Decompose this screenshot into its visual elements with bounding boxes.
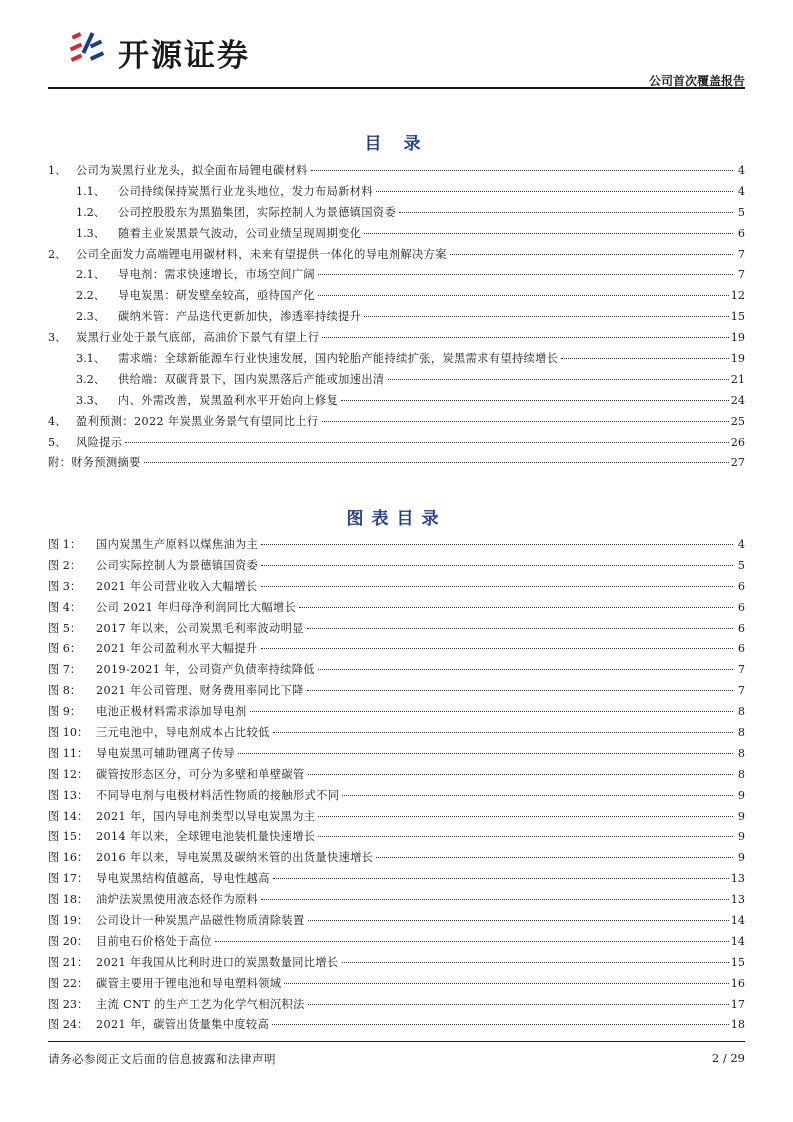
toc-entry-label: 附：财务预测摘要 — [48, 456, 141, 470]
dot-leader — [311, 170, 733, 171]
figure-entry-number: 图 9： — [48, 705, 82, 719]
toc-entry-number: 3.1、 — [76, 352, 105, 366]
figure-entry-number: 图 14： — [48, 809, 89, 823]
figure-entry-page: 4 — [737, 538, 745, 551]
figure-entry-page: 13 — [730, 872, 745, 886]
toc-entry[interactable] — [48, 265, 745, 286]
toc-entry-number: 5、 — [48, 435, 67, 449]
dot-leader — [307, 628, 733, 629]
dot-leader — [364, 316, 728, 317]
figure-entry-label: 2017 年以来，公司炭黑毛利率波动明显 — [96, 621, 304, 635]
dot-leader — [273, 732, 733, 733]
figure-entry[interactable] — [48, 619, 745, 640]
figure-entry-number: 图 3： — [48, 579, 82, 593]
figure-entry-label: 三元电池中，导电剂成本占比较低 — [96, 726, 270, 740]
dot-leader — [238, 753, 733, 754]
dot-leader — [318, 669, 733, 670]
figure-entry[interactable] — [48, 869, 745, 890]
dot-leader — [450, 254, 733, 255]
figure-entry-number: 图 7： — [48, 663, 82, 677]
figure-entry-page: 6 — [737, 579, 745, 593]
figure-entry-page: 6 — [737, 642, 745, 656]
figure-entry[interactable] — [48, 577, 745, 598]
figure-entry[interactable] — [48, 848, 745, 869]
dot-leader — [318, 836, 733, 837]
figure-entry[interactable] — [48, 1015, 745, 1036]
dot-leader — [342, 962, 729, 963]
toc-entry-page: 6 — [737, 226, 745, 240]
toc-entry-label: 公司持续保持炭黑行业龙头地位，发力布局新材料 — [118, 184, 373, 198]
figure-entry[interactable] — [48, 723, 745, 744]
toc-entry-label: 供给端：双碳背景下，国内炭黑落后产能或加速出清 — [118, 372, 385, 386]
toc-entry-label: 公司全面发力高端锂电用碳材料，未来有望提供一体化的导电剂解决方案 — [76, 247, 447, 261]
toc-entry-number: 4、 — [48, 414, 67, 428]
figure-entry-page: 7 — [737, 684, 745, 698]
figure-entry-number: 图 13： — [48, 788, 89, 802]
toc-entry-number: 1.2、 — [76, 205, 105, 219]
dot-leader — [215, 941, 729, 942]
figure-entry-page: 8 — [737, 746, 745, 760]
figure-entry-number: 图 19： — [48, 914, 89, 928]
figure-entry-number: 图 16： — [48, 851, 89, 865]
toc-entry-page: 25 — [730, 414, 745, 428]
dot-leader — [318, 274, 733, 275]
figure-entry-label: 2021 年，国内导电剂类型以导电炭黑为主 — [96, 809, 316, 823]
footer-disclaimer: 请务必参阅正文后面的信息披露和法律声明 — [48, 1052, 276, 1066]
figure-entry-label: 2021 年，碳管出货量集中度较高 — [96, 1018, 270, 1032]
figure-entry[interactable] — [48, 953, 745, 974]
dot-leader — [561, 358, 728, 359]
dot-leader — [364, 233, 733, 234]
figure-entry-label: 主流 CNT 的生产工艺为化学气相沉积法 — [96, 997, 305, 1011]
figure-entry[interactable] — [48, 598, 745, 619]
figure-entry-number: 图 22： — [48, 976, 89, 990]
dot-leader — [308, 920, 729, 921]
figure-entry[interactable] — [48, 702, 745, 723]
figure-entry[interactable] — [48, 744, 745, 765]
dot-leader — [308, 774, 733, 775]
figure-entry-page: 9 — [737, 830, 745, 844]
toc-entry-number: 2.3、 — [76, 310, 105, 324]
figure-entry-label: 国内炭黑生产原料以煤焦油为主 — [96, 538, 259, 551]
toc-entry-label: 导电炭黑：研发壁垒较高，亟待国产化 — [118, 289, 315, 303]
dot-leader — [307, 690, 733, 691]
dot-leader — [261, 899, 729, 900]
toc-entry[interactable] — [48, 412, 745, 433]
figure-entry-number: 图 24： — [48, 1018, 89, 1032]
figure-entry-page: 13 — [730, 893, 745, 907]
toc-entry-label: 炭黑行业处于景气底部，高油价下景气有望上行 — [76, 331, 320, 345]
toc-entry-label: 导电剂：需求快速增长，市场空间广阔 — [118, 268, 315, 282]
toc-entry[interactable] — [48, 453, 745, 474]
toc-entry-number: 3.2、 — [76, 372, 105, 386]
figure-entry-label: 电池正极材料需求添加导电剂 — [96, 705, 247, 719]
toc-entry-number: 2.1、 — [76, 268, 105, 282]
toc-entry-number: 1.3、 — [76, 226, 105, 240]
figure-entry-page: 6 — [737, 621, 745, 635]
figure-entry-number: 图 20： — [48, 934, 89, 948]
dot-leader — [284, 983, 728, 984]
figure-entry[interactable] — [48, 639, 745, 660]
figure-entry-number: 图 15： — [48, 830, 89, 844]
footer-divider — [48, 1041, 745, 1042]
dot-leader — [261, 565, 733, 566]
dot-leader — [318, 295, 729, 296]
toc-entry-label: 内、外需改善，炭黑盈利水平开始向上修复 — [118, 393, 339, 407]
toc-entry-page: 21 — [730, 372, 745, 386]
toc-entry-label: 碳纳米管：产品迭代更新加快，渗透率持续提升 — [118, 310, 362, 324]
figure-entry-page: 16 — [730, 976, 745, 990]
figure-entry-label: 公司设计一种炭黑产品磁性物质清除装置 — [96, 914, 305, 928]
figure-entry-number: 图 12： — [48, 767, 89, 781]
dot-leader — [144, 462, 729, 463]
toc-entry[interactable] — [48, 349, 745, 370]
figure-entry-page: 8 — [737, 726, 745, 740]
figure-entry-page: 9 — [737, 851, 745, 865]
figure-entry-label: 2021 年公司盈利水平大幅提升 — [96, 642, 258, 656]
toc-entry-page: 7 — [737, 247, 745, 261]
figure-entry[interactable] — [48, 681, 745, 702]
toc-entry-page: 4 — [737, 164, 745, 177]
figure-entry-page: 9 — [737, 809, 745, 823]
figure-entry-label: 2016 年以来，导电炭黑及碳纳米管的出货量快速增长 — [96, 851, 374, 865]
figure-entry-page: 6 — [737, 600, 745, 614]
dot-leader — [376, 857, 733, 858]
figure-entry[interactable] — [48, 556, 745, 577]
toc-entry[interactable] — [48, 307, 745, 328]
figure-entry-number: 图 2： — [48, 558, 82, 572]
toc-entry-page: 5 — [737, 205, 745, 219]
figure-entry-number: 图 1： — [48, 538, 82, 551]
figure-entry-page: 5 — [737, 558, 745, 572]
toc-entry-label: 公司控股股东为黑猫集团，实际控制人为景德镇国资委 — [118, 205, 397, 219]
toc-entry-number: 1、 — [48, 164, 67, 177]
dot-leader — [272, 1024, 729, 1025]
dot-leader — [308, 1004, 729, 1005]
toc-entry[interactable] — [48, 182, 745, 203]
dot-leader — [399, 212, 733, 213]
figure-entry-number: 图 6： — [48, 642, 82, 656]
figure-entry-label: 碳管主要用于锂电池和导电塑料领域 — [96, 976, 282, 990]
figure-entry-label: 2021 年公司营业收入大幅增长 — [96, 579, 258, 593]
toc-entry-label: 风险提示 — [76, 435, 123, 449]
figure-entry-page: 14 — [730, 914, 745, 928]
figure-entry[interactable] — [48, 890, 745, 911]
figure-entry-number: 图 18： — [48, 893, 89, 907]
figure-entry-page: 14 — [730, 934, 745, 948]
figure-entry-page: 17 — [730, 997, 745, 1011]
toc-entry[interactable] — [48, 370, 745, 391]
toc-entry[interactable] — [48, 433, 745, 454]
figure-entry-number: 图 10： — [48, 726, 89, 740]
toc-entry-label: 公司为炭黑行业龙头，拟全面布局锂电碳材料 — [76, 164, 308, 177]
figures-list — [48, 535, 745, 1036]
figure-entry[interactable] — [48, 827, 745, 848]
dot-leader — [261, 586, 734, 587]
toc-entry-label: 盈利预测：2022 年炭黑业务景气有望同比上行 — [76, 414, 319, 428]
toc-entry-page: 27 — [730, 456, 745, 470]
figure-entry-label: 公司实际控制人为景德镇国资委 — [96, 558, 259, 572]
page-header — [48, 22, 745, 88]
figure-entry[interactable] — [48, 807, 745, 828]
toc-title: 目 录 — [364, 134, 429, 154]
toc-list — [48, 161, 745, 474]
figure-entry[interactable] — [48, 995, 745, 1016]
toc-entry[interactable] — [48, 391, 745, 412]
figure-entry[interactable] — [48, 932, 745, 953]
toc-entry[interactable] — [48, 161, 745, 182]
dot-leader — [273, 878, 729, 879]
figure-entry-number: 图 4： — [48, 600, 82, 614]
toc-entry-label: 需求端：全球新能源车行业快速发展，国内轮胎产能持续扩张，炭黑需求有望持续增长 — [118, 352, 559, 366]
page-indicator: 2 / 29 — [711, 1051, 745, 1065]
toc-entry-page: 19 — [730, 331, 745, 345]
figure-entry-page: 8 — [737, 705, 745, 719]
toc-entry[interactable] — [48, 328, 745, 349]
figure-entry-label: 油炉法炭黑使用液态烃作为原料 — [96, 893, 259, 907]
header-divider — [48, 87, 745, 89]
figure-entry[interactable] — [48, 786, 745, 807]
figure-entry-number: 图 8： — [48, 684, 82, 698]
figure-entry[interactable] — [48, 974, 745, 995]
figure-entry-label: 公司 2021 年归母净利润同比大幅增长 — [96, 600, 297, 614]
figure-entry-label: 导电炭黑结构值越高，导电性越高 — [96, 872, 270, 886]
toc-entry-number: 3.3、 — [76, 393, 105, 407]
toc-entry-page: 19 — [730, 352, 745, 366]
dot-leader — [261, 544, 733, 545]
toc-entry-page: 4 — [737, 184, 745, 198]
figure-entry-label: 目前电石价格处于高位 — [96, 934, 212, 948]
figure-entry-page: 7 — [737, 663, 745, 677]
toc-entry-label: 随着主业炭黑景气波动，公司业绩呈现周期变化 — [118, 226, 362, 240]
dot-leader — [322, 421, 729, 422]
dot-leader — [125, 442, 728, 443]
figure-entry-number: 图 5： — [48, 621, 82, 635]
dot-leader — [250, 711, 733, 712]
toc-entry-number: 3、 — [48, 331, 67, 345]
toc-entry-page: 26 — [730, 435, 745, 449]
figure-entry-label: 导电炭黑可辅助锂离子传导 — [96, 746, 236, 760]
dot-leader — [341, 400, 729, 401]
toc-entry-number: 1.1、 — [76, 184, 105, 198]
brand-name: 开源证券 — [118, 38, 250, 74]
figure-entry[interactable] — [48, 765, 745, 786]
figure-entry-number: 图 23： — [48, 997, 89, 1011]
toc-entry[interactable] — [48, 286, 745, 307]
figure-entry-label: 2021 年公司管理、财务费用率同比下降 — [96, 684, 304, 698]
toc-entry[interactable] — [48, 203, 745, 224]
figure-entry-number: 图 11： — [48, 746, 89, 760]
figure-entry-label: 2019-2021 年，公司资产负债率持续降低 — [96, 663, 315, 677]
figure-entry-label: 不同导电剂与电极材料活性物质的接触形式不同 — [96, 788, 340, 802]
dot-leader — [322, 337, 728, 338]
figure-entry-page: 9 — [737, 788, 745, 802]
dot-leader — [299, 607, 733, 608]
toc-entry-page: 7 — [737, 268, 745, 282]
dot-leader — [388, 379, 729, 380]
toc-entry-page: 15 — [730, 310, 745, 324]
figure-entry-number: 图 21： — [48, 955, 89, 969]
dot-leader — [342, 795, 733, 796]
figure-entry[interactable] — [48, 535, 745, 556]
report-type-label: 公司首次覆盖报告 — [648, 74, 745, 88]
figure-entry[interactable] — [48, 660, 745, 681]
toc-entry-number: 2、 — [48, 247, 67, 261]
dot-leader — [376, 191, 733, 192]
figure-entry-label: 2014 年以来，全球锂电池装机量快速增长 — [96, 830, 316, 844]
figure-entry-page: 18 — [730, 1018, 745, 1032]
figures-title: 图表目录 — [346, 509, 447, 529]
dot-leader — [318, 816, 733, 817]
toc-entry[interactable] — [48, 224, 745, 245]
toc-entry-page: 24 — [730, 393, 745, 407]
figure-entry[interactable] — [48, 911, 745, 932]
figure-entry-page: 8 — [737, 767, 745, 781]
figure-entry-label: 碳管按形态区分，可分为多壁和单壁碳管 — [96, 767, 305, 781]
figure-entry-page: 15 — [730, 955, 745, 969]
kaiyuan-logo-icon — [68, 28, 112, 68]
toc-entry[interactable] — [48, 245, 745, 266]
figure-entry-number: 图 17： — [48, 872, 89, 886]
toc-entry-page: 12 — [730, 289, 745, 303]
toc-entry-number: 2.2、 — [76, 289, 105, 303]
dot-leader — [261, 648, 734, 649]
figure-entry-label: 2021 年我国从比利时进口的炭黑数量同比增长 — [96, 955, 339, 969]
